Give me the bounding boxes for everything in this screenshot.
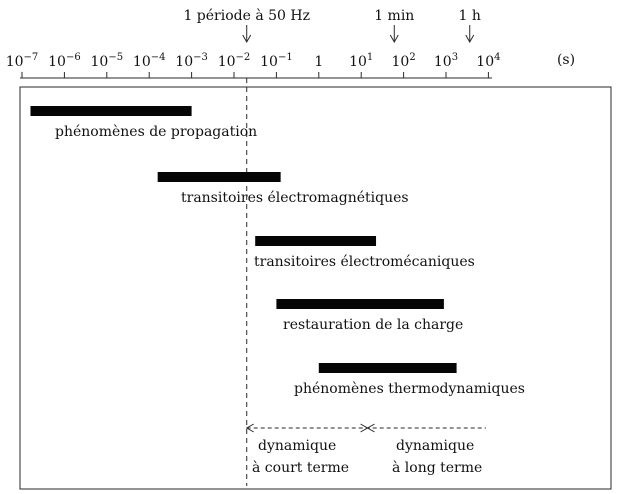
time-markers <box>183 7 480 42</box>
axis-tick-label: $10^2$ <box>391 52 416 70</box>
phenomenon-bar <box>30 106 191 116</box>
axis-tick-label: $10^{-3}$ <box>175 52 208 70</box>
axis-tick-label: $10^{-4}$ <box>132 52 166 70</box>
phenomenon-bar <box>255 236 376 246</box>
time-axis-ticks <box>22 72 488 78</box>
phenomena-bars <box>30 106 524 397</box>
short-term-label-line2: à court terme <box>252 460 350 476</box>
long-term-label-line2: à long terme <box>392 460 483 476</box>
phenomenon-label: phénomènes de propagation <box>55 124 258 140</box>
short-term-label-line1: dynamique <box>258 438 337 454</box>
marker-label: 1 h <box>458 8 481 24</box>
diagram-frame <box>20 87 611 489</box>
marker-label: 1 min <box>374 8 415 24</box>
phenomenon-bar <box>276 299 443 309</box>
long-term-label-line1: dynamique <box>396 438 475 454</box>
axis-tick-label: $10^{-6}$ <box>48 52 81 70</box>
phenomenon-label: restauration de la charge <box>283 317 464 333</box>
phenomenon-bar <box>319 363 457 373</box>
dynamics-arrows <box>247 424 486 432</box>
axis-tick-label: $10^{-2}$ <box>217 52 251 70</box>
axis-tick-label: $10^4$ <box>476 52 501 70</box>
axis-tick-label: $10^{-1}$ <box>260 52 293 70</box>
time-axis-unit: (s) <box>556 52 576 68</box>
marker-label: 1 période à 50 Hz <box>183 8 310 24</box>
phenomenon-label: phénomènes thermodynamiques <box>294 381 525 397</box>
phenomenon-bar <box>158 172 281 182</box>
axis-tick-label: 1 <box>314 54 324 70</box>
axis-tick-label: $10^3$ <box>433 52 459 70</box>
phenomenon-label: transitoires électromagnétiques <box>181 190 409 206</box>
axis-tick-label: $10^{-5}$ <box>90 52 124 70</box>
time-axis-labels <box>6 52 501 70</box>
phenomenon-label: transitoires électromécaniques <box>254 254 475 270</box>
axis-tick-label: $10^{-7}$ <box>5 52 39 70</box>
axis-tick-label: $10^1$ <box>349 52 374 70</box>
